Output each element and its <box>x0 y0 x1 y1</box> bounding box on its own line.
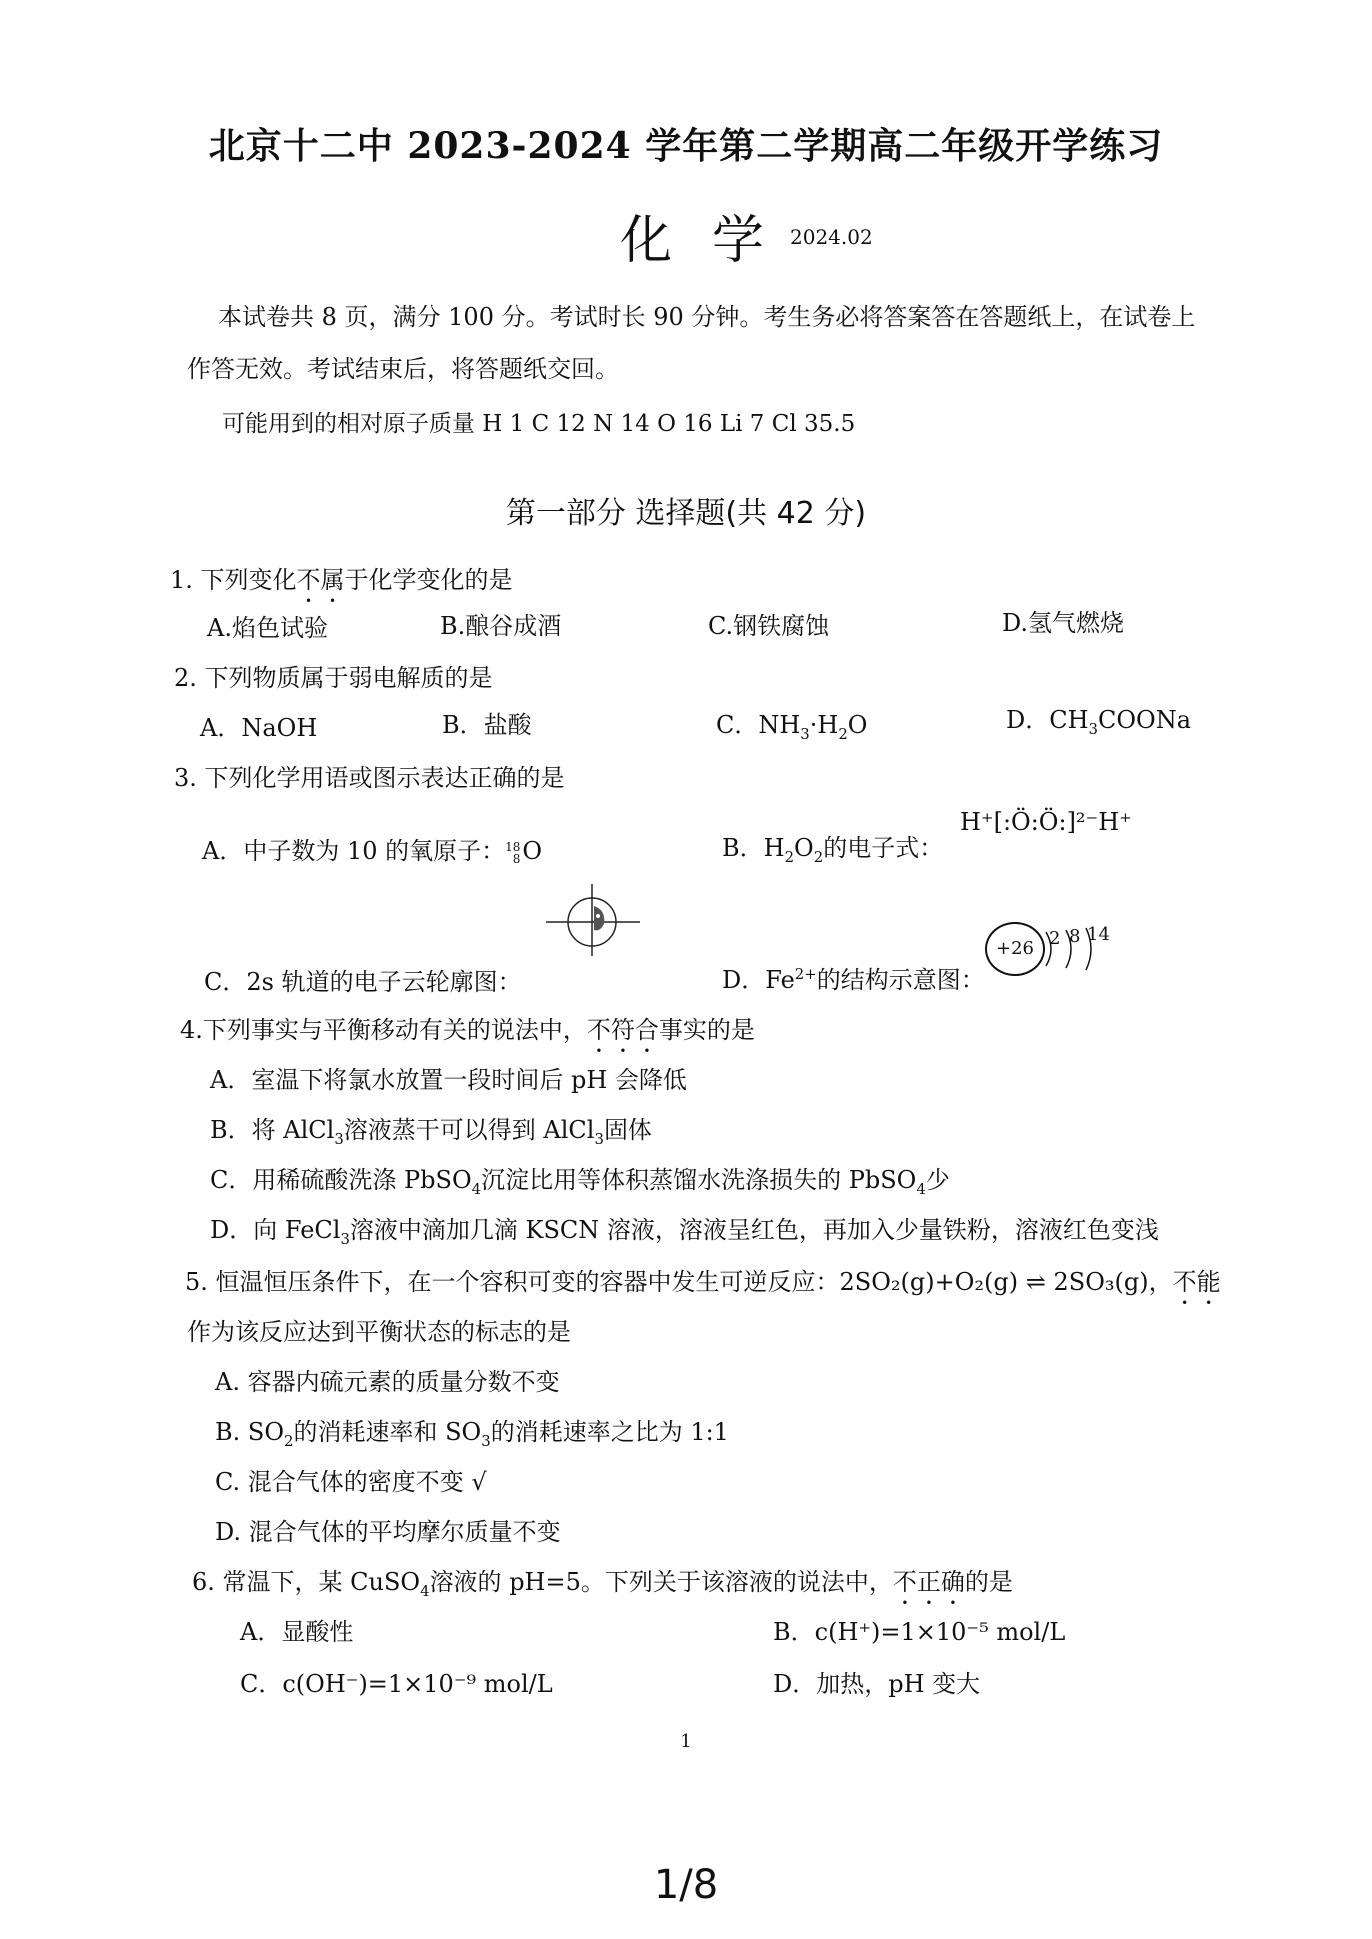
question-6: 6. 常温下，某 CuSO$_4$溶液的 pH=5。下列关于该溶液的说法中，不正确的是 <box>192 1568 1013 1600</box>
exam-title: 北京十二中 2023-2024 学年第二学期高二年级开学练习 <box>208 125 1164 167</box>
q3-option-a: A．中子数为 10 的氧原子： 18 8 O <box>202 837 543 866</box>
question-3: 3. 下列化学用语或图示表达正确的是 <box>174 764 565 792</box>
section-heading: 第一部分 选择题(共 42 分) <box>505 496 867 531</box>
h2o2-electron-formula: H⁺[:Ö:Ö:]²⁻H⁺ <box>960 808 1132 836</box>
q6-option-c: C．c(OH⁻)=1×10⁻⁹ mol/L <box>240 1670 553 1698</box>
page-number: 1 <box>680 1731 692 1752</box>
subject-title: 化学 <box>620 211 805 271</box>
q4-option-b: B．将 AlCl$_3$溶液蒸干可以得到 AlCl$_3$固体 <box>210 1116 652 1148</box>
q4-option-c: C．用稀硫酸洗涤 PbSO$_4$沉淀比用等体积蒸馏水洗涤损失的 PbSO$_4$少 <box>210 1166 950 1198</box>
q4-option-d: D．向 FeCl$_3$溶液中滴加几滴 KSCN 溶液，溶液呈红色，再加入少量铁粉，溶液红色变浅 <box>210 1216 1159 1248</box>
exam-date: 2024.02 <box>790 225 873 249</box>
q2-option-b: B．盐酸 <box>442 711 532 739</box>
q6-option-d: D．加热，pH 变大 <box>773 1670 981 1698</box>
q1-option-b: B.酿谷成酒 <box>440 612 562 640</box>
q6-option-b: B．c(H⁺)=1×10⁻⁵ mol/L <box>773 1618 1066 1646</box>
question-5-line-1: 5. 恒温恒压条件下，在一个容积可变的容器中发生可逆反应：2SO₂(g)+O₂(g) ⇌ 2SO₃(g)，不能 <box>185 1268 1221 1296</box>
q5-option-d: D. 混合气体的平均摩尔质量不变 <box>215 1518 561 1546</box>
intro-line-2: 作答无效。考试结束后，将答题纸交回。 <box>187 355 619 383</box>
question-5-line-2: 作为该反应达到平衡状态的标志的是 <box>187 1318 571 1346</box>
q4-option-a: A．室温下将氯水放置一段时间后 pH 会降低 <box>210 1066 687 1094</box>
q5-option-c: C. 混合气体的密度不变 √ <box>215 1468 487 1496</box>
fe-shell-2: 8 <box>1069 926 1081 947</box>
fe-nucleus: +26 <box>985 922 1045 976</box>
question-4: 4.下列事实与平衡移动有关的说法中，不符合事实的是 <box>180 1016 755 1044</box>
q1-option-c: C.钢铁腐蚀 <box>708 612 830 640</box>
q1-option-a: A.焰色试验 <box>207 614 328 642</box>
intro-line-1: 本试卷共 8 页，满分 100 分。考试时长 90 分钟。考生务必将答案答在答题纸上，在试卷上 <box>218 303 1196 331</box>
q2-option-d: D．$CH_3COONa$ <box>1006 706 1192 738</box>
question-2: 2. 下列物质属于弱电解质的是 <box>174 664 493 692</box>
q5-option-b: B. $SO_2$的消耗速率和 $SO_3$的消耗速率之比为 1:1 <box>215 1418 729 1450</box>
question-1: 1. 下列变化不属于化学变化的是 <box>170 566 513 594</box>
q3-option-d: D．$Fe^{2+}$的结构示意图： <box>722 965 985 994</box>
q2-option-a: A．NaOH <box>200 714 318 742</box>
2s-orbital-diagram <box>540 880 644 960</box>
q3-option-c: C．2s 轨道的电子云轮廓图： <box>204 968 522 996</box>
q3-option-b: B．$H_2O_2$的电子式： <box>722 834 944 866</box>
q5-option-a: A. 容器内硫元素的质量分数不变 <box>215 1368 560 1396</box>
q1-option-d: D.氢气燃烧 <box>1002 609 1125 637</box>
q2-option-c: C．$NH_3\cdot H_2O$ <box>716 711 868 743</box>
q6-option-a: A．显酸性 <box>240 1618 354 1646</box>
fe-shell-3: 14 <box>1087 924 1110 945</box>
atomic-masses: 可能用到的相对原子质量 H 1 C 12 N 14 O 16 Li 7 Cl 35.5 <box>222 411 856 437</box>
page-indicator: 1/8 <box>653 1862 719 1908</box>
fe-shell-1: 2 <box>1049 928 1061 949</box>
